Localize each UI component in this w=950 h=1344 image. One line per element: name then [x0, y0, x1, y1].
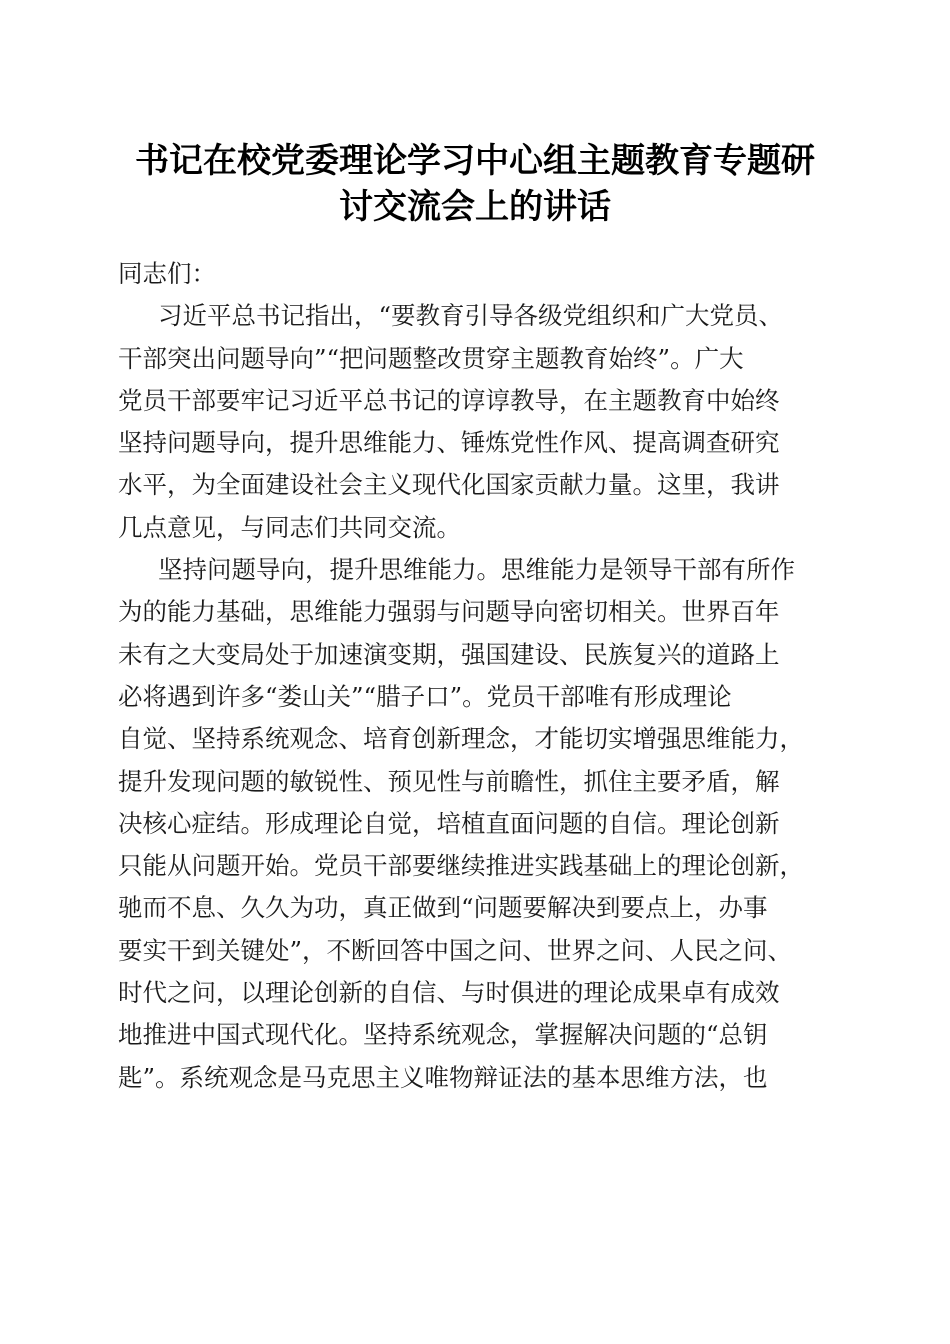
paragraph-line: 必将遇到许多“娄山关”“腊子口”。党员干部唯有形成理论: [118, 681, 732, 711]
paragraph-line: 党员干部要牢记习近平总书记的谆谆教导，在主题教育中始终: [118, 385, 780, 415]
title-line: 讨交流会上的讲话: [339, 187, 611, 227]
paragraph-line: 匙”。系统观念是马克思主义唯物辩证法的基本思维方法，也: [118, 1062, 768, 1092]
paragraph-line: 坚持问题导向，提升思维能力、锤炼党性作风、提高调查研究: [118, 428, 780, 458]
paragraph-line: 提升发现问题的敏锐性、预见性与前瞻性，抓住主要矛盾，解: [118, 766, 780, 796]
paragraph-line: 决核心症结。形成理论自觉，培植直面问题的自信。理论创新: [118, 808, 780, 838]
paragraph-line: 时代之问，以理论创新的自信、与时俱进的理论成果卓有成效: [118, 978, 780, 1008]
paragraph-line: 为的能力基础，思维能力强弱与问题导向密切相关。世界百年: [118, 597, 780, 627]
document-body: [118, 253, 838, 1099]
title-line: 书记在校党委理论学习中心组主题教育专题研: [135, 141, 815, 181]
paragraph-line: 自觉、坚持系统观念、培育创新理念，才能切实增强思维能力，: [118, 724, 804, 754]
paragraph-line: 要实干到关键处”，不断回答中国之问、世界之问、人民之问、: [118, 935, 793, 965]
paragraph-line: 习近平总书记指出，“要教育引导各级党组织和广大党员、: [158, 301, 784, 331]
paragraph-line: 干部突出问题导向”“把问题整改贯穿主题教育始终”。广大: [118, 343, 744, 373]
paragraph-line: 几点意见，与同志们共同交流。: [118, 512, 461, 542]
paragraph-line: 只能从问题开始。党员干部要继续推进实践基础上的理论创新，: [118, 851, 804, 881]
paragraph-line: 坚持问题导向，提升思维能力。思维能力是领导干部有所作: [158, 555, 795, 585]
salutation: 同志们：: [118, 259, 216, 288]
paragraph-line: 水平，为全面建设社会主义现代化国家贡献力量。这里，我讲: [118, 470, 780, 500]
paragraph-line: 未有之大变局处于加速演变期，强国建设、民族复兴的道路上: [118, 639, 780, 669]
document-title: [100, 138, 850, 230]
paragraph-line: 驰而不息、久久为功，真正做到“问题要解决到要点上，办事: [118, 893, 768, 923]
paragraph-line: 地推进中国式现代化。坚持系统观念，掌握解决问题的“总钥: [118, 1020, 768, 1050]
